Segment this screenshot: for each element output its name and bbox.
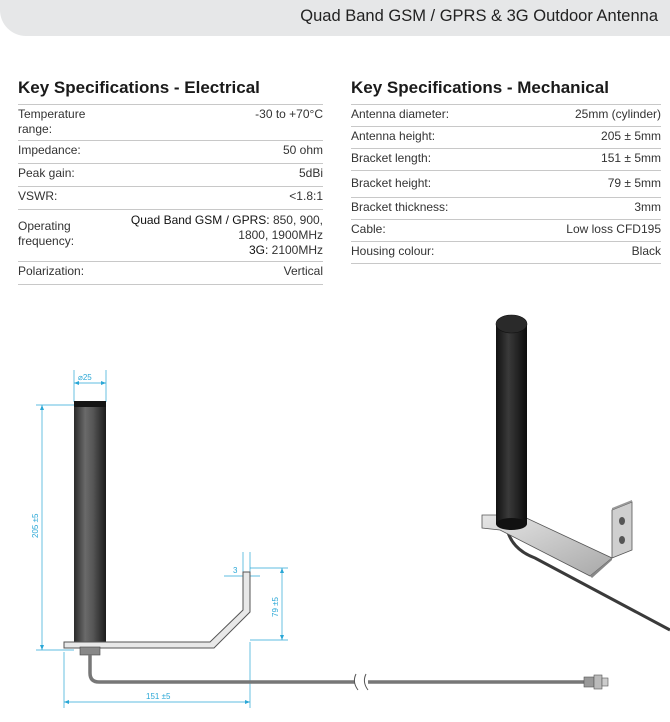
antenna-tube-3d xyxy=(496,324,527,524)
spec-label: Impedance: xyxy=(18,141,108,164)
antenna-tube xyxy=(74,403,106,645)
spec-value: Black xyxy=(509,242,661,264)
dim-height-label: 205 ±5 xyxy=(31,513,40,538)
mechanical-heading: Key Specifications - Mechanical xyxy=(351,78,609,97)
table-row xyxy=(18,164,323,187)
page-title: Quad Band GSM / GPRS & 3G Outdoor Antenna xyxy=(300,7,658,25)
antenna-cap xyxy=(74,401,106,407)
gsm-label: Quad Band GSM / GPRS: xyxy=(130,213,270,227)
gsm-freq: 1800, 1900MHz xyxy=(238,228,323,242)
spec-label: Antenna diameter: xyxy=(351,105,509,127)
spec-value: 25mm (cylinder) xyxy=(509,105,661,127)
spec-label: Operating frequency: xyxy=(18,210,108,262)
table-row xyxy=(18,187,323,210)
mechanical-spec-table xyxy=(351,104,661,264)
table-row xyxy=(351,220,661,242)
table-row xyxy=(18,141,323,164)
spec-label: Bracket thickness: xyxy=(351,198,509,220)
electrical-spec-table xyxy=(18,104,323,285)
spec-label: VSWR: xyxy=(18,187,108,210)
bracket-wall-plate xyxy=(612,502,632,558)
spec-value: -30 to +70°C xyxy=(108,105,323,141)
table-row xyxy=(351,198,661,220)
table-row xyxy=(351,105,661,127)
header-band xyxy=(0,0,670,36)
table-row xyxy=(351,171,661,198)
dim-thickness-label: 3 xyxy=(233,566,238,575)
table-row xyxy=(351,149,661,171)
dim-bracket-height-label: 79 ±5 xyxy=(271,597,280,617)
spec-value: 79 ± 5mm xyxy=(509,171,661,198)
gsm-freq: 850, 900, xyxy=(272,213,323,227)
spec-label: Polarization: xyxy=(18,262,108,285)
antenna-top-cap xyxy=(496,315,527,333)
spec-value: <1.8:1 xyxy=(108,187,323,210)
antenna-3d-render xyxy=(482,315,670,630)
spec-label: Bracket length: xyxy=(351,149,509,171)
spec-label: Cable: xyxy=(351,220,509,242)
spec-value: 151 ± 5mm xyxy=(509,149,661,171)
spec-label: Temperature range: xyxy=(18,105,108,141)
table-row xyxy=(18,105,323,141)
spec-label: Housing colour: xyxy=(351,242,509,264)
screw-hole xyxy=(619,517,625,525)
cable xyxy=(90,655,355,682)
dim-bracket-length-label: 151 ±5 xyxy=(146,692,171,701)
spec-label: Peak gain: xyxy=(18,164,108,187)
dim-diameter-label: ⌀25 xyxy=(78,373,92,382)
spec-value: 3mm xyxy=(509,198,661,220)
sma-connector-icon xyxy=(584,675,608,689)
table-row xyxy=(351,127,661,149)
spec-value: 50 ohm xyxy=(108,141,323,164)
spec-value: 205 ± 5mm xyxy=(509,127,661,149)
cable-break-icon xyxy=(354,674,368,690)
table-row xyxy=(18,210,323,262)
mounting-nut xyxy=(80,647,100,655)
antenna-technical-drawing xyxy=(0,290,670,722)
dimension-lines xyxy=(36,370,288,708)
table-row xyxy=(18,262,323,285)
spec-label: Antenna height: xyxy=(351,127,509,149)
screw-hole xyxy=(619,536,625,544)
g3-freq: 2100MHz xyxy=(271,243,323,257)
spec-value: Low loss CFD195 xyxy=(509,220,661,242)
spec-value: Vertical xyxy=(108,262,323,285)
spec-value: 5dBi xyxy=(108,164,323,187)
g3-label: 3G: xyxy=(248,243,269,257)
table-row xyxy=(351,242,661,264)
spec-label: Bracket height: xyxy=(351,171,509,198)
spec-value-frequency xyxy=(108,210,323,262)
electrical-heading: Key Specifications - Electrical xyxy=(18,78,260,97)
